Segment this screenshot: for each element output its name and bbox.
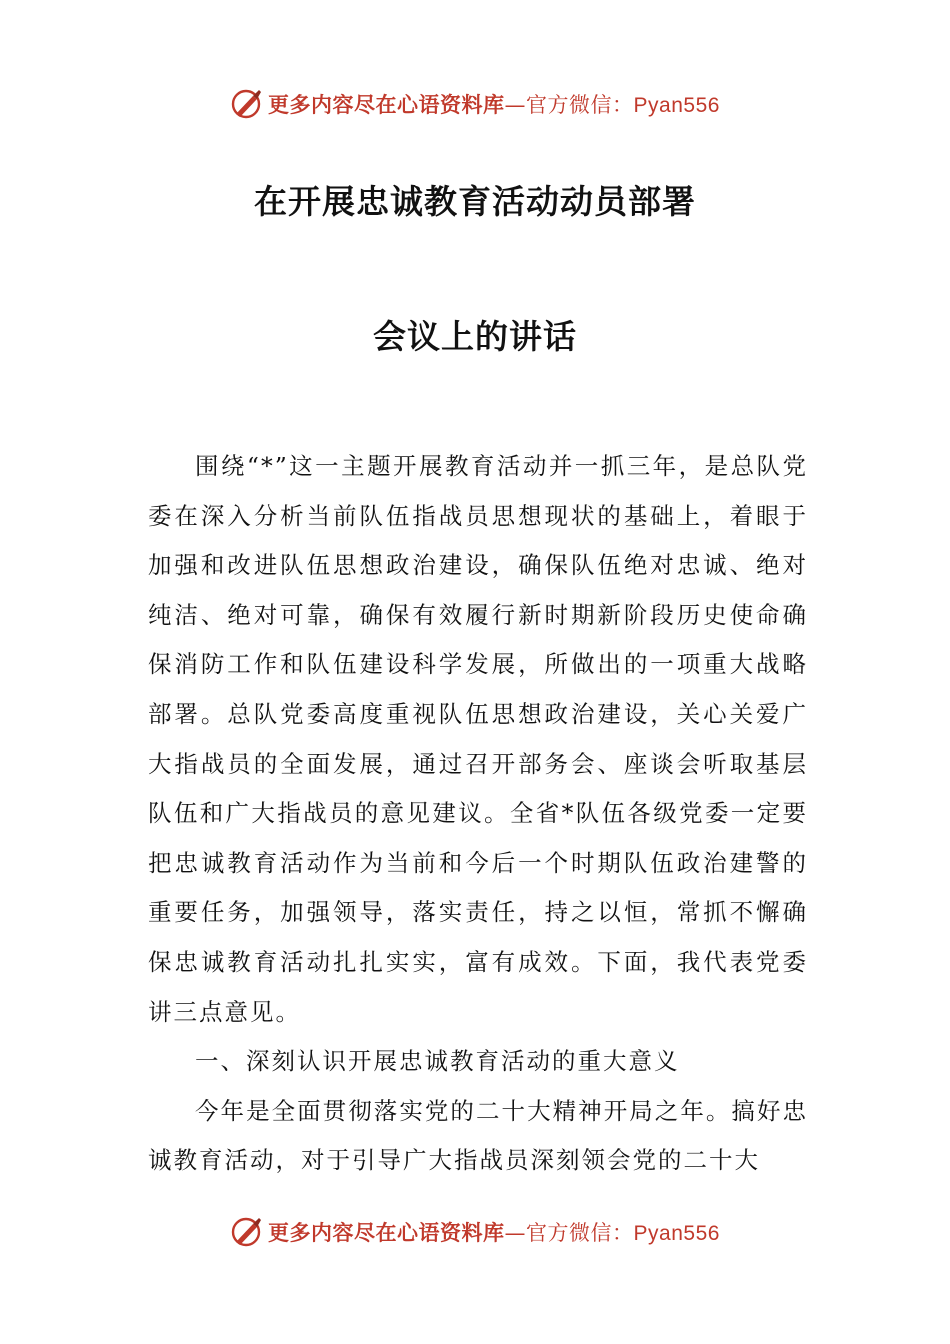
- paragraph-intro: 围绕“*”这一主题开展教育活动并一抓三年，是总队党委在深入分析当前队伍指战员思想现状的基础上，着眼于加强和改进队伍思想政治建设，确保队伍绝对忠诚、绝对纯洁、绝对可靠，确保有效履行新时期新阶段历史使命确保消防工作和队伍建设科学发展，所做出的一项重大战略部署。总队党委高度重视队伍思想政治建设，关心关爱广大指战员的全面发展，通过召开部务会、座谈会听取基层队伍和广大指战员的意见建议。全省*队伍各级党委一定要把忠诚教育活动作为当前和今后一个时期队伍政治建警的重要任务，加强领导，落实责任，持之以恒，常抓不懈确保忠诚教育活动扎扎实实，富有成效。下面，我代表党委讲三点意见。: [148, 452, 808, 1026]
- watermark-text: 更多内容尽在心语资料库—官方微信：Pyan556: [268, 93, 720, 117]
- watermark-banner-bottom: [0, 1212, 950, 1252]
- document-title-line-1: 在开展忠诚教育活动动员部署: [254, 182, 696, 221]
- section-heading-1: 一、深刻认识开展忠诚教育活动的重大意义: [195, 1047, 680, 1076]
- pen-logo-icon: [230, 1215, 264, 1249]
- document-title-line-2: 会议上的讲话: [373, 317, 577, 356]
- watermark-text: 更多内容尽在心语资料库—官方微信：Pyan556: [268, 1221, 720, 1245]
- paragraph-section-1: 今年是全面贯彻落实党的二十大精神开局之年。搞好忠诚教育活动，对于引导广大指战员深刻领会党的二十大: [148, 1096, 808, 1175]
- pen-logo-icon: [230, 87, 264, 121]
- document-body: [148, 442, 808, 1186]
- watermark-banner-top: [0, 84, 950, 124]
